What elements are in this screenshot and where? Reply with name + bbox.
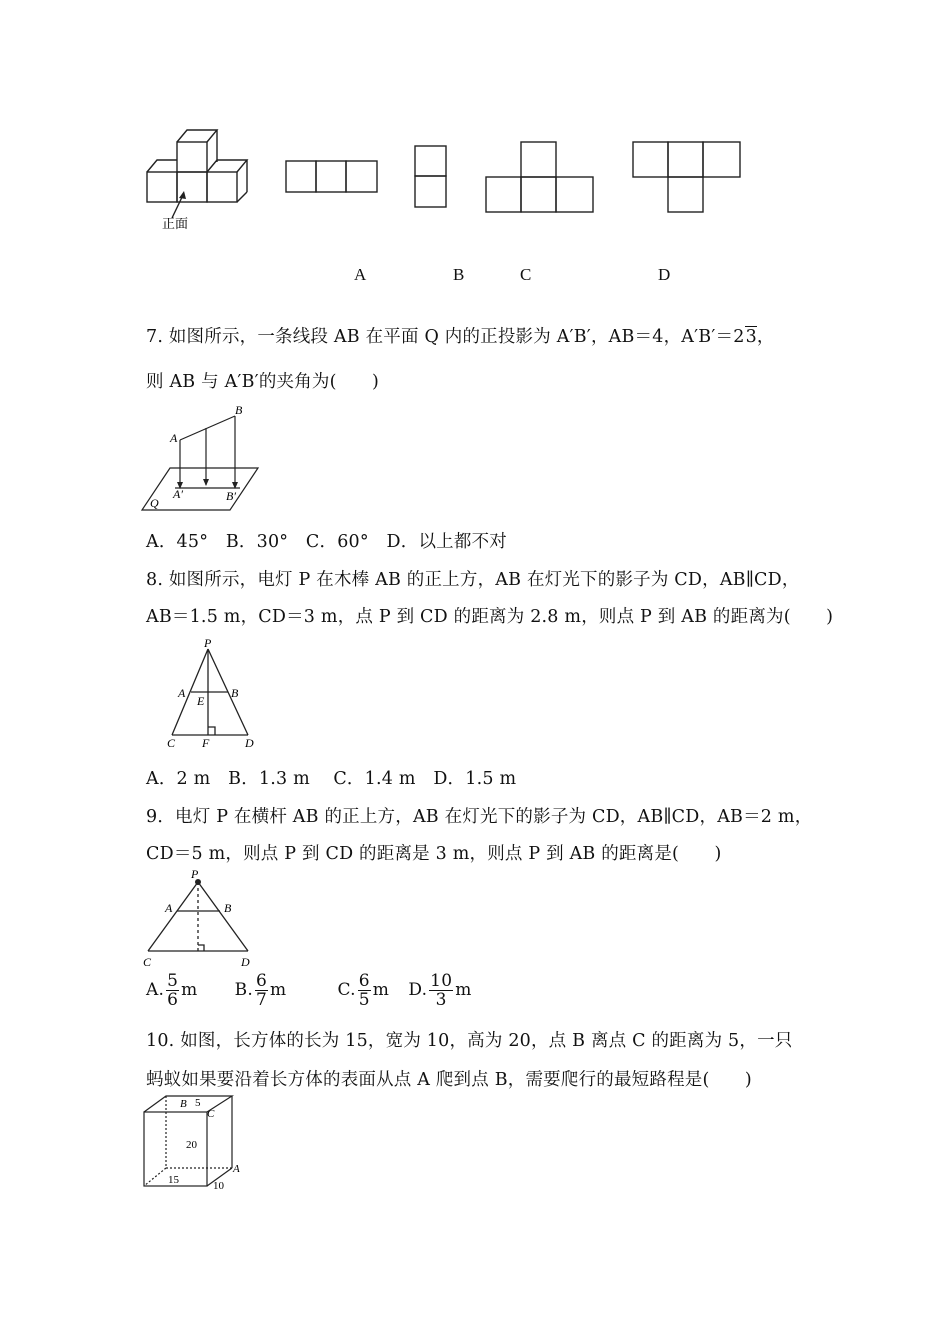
q7-options: A．45° B．30° C．60° D．以上都不对 — [146, 532, 507, 552]
q8-label-d: D — [245, 736, 254, 750]
q8-figure — [160, 637, 270, 752]
q6-label-d: D — [658, 265, 671, 284]
q7-label-b: B — [235, 403, 243, 417]
q8-label-a: A — [178, 686, 186, 700]
q9-option-c: C. $\frac{6}{5}$ m — [337, 971, 390, 1010]
q10-figure — [140, 1092, 255, 1197]
q7-text-line2: 则 AB 与 A′B′的夹角为( ) — [146, 372, 380, 392]
q8-label-b: B — [231, 686, 239, 700]
q6-figure-solid — [140, 125, 255, 235]
q9-option-a: A. $\frac{5}{6}$ m — [146, 971, 198, 1010]
q7-label-b-prime: B′ — [226, 489, 236, 503]
q10-label-5: 5 — [195, 1097, 201, 1109]
q9-figure — [140, 866, 255, 971]
q10-text-line1: 10. 如图，长方体的长为 15，宽为 10，高为 20，点 B 离点 C 的距离为 5，一只 — [146, 1031, 793, 1051]
q7-label-a-prime: A′ — [173, 487, 183, 501]
q8-label-f: F — [202, 736, 210, 750]
q10-label-c: C — [207, 1108, 215, 1120]
q9-label-d: D — [241, 955, 250, 969]
q10-label-a: A — [233, 1163, 240, 1175]
q9-label-c: C — [143, 955, 152, 969]
q8-label-p: P — [204, 636, 212, 650]
q7-label-a: A — [170, 431, 178, 445]
q9-label-b: B — [224, 901, 232, 915]
q9-label-p: P — [191, 867, 199, 881]
q6-option-c-figure — [484, 140, 596, 215]
q6-label-b: B — [453, 265, 465, 284]
q9-text-line2: CD＝5 m，则点 P 到 CD 的距离是 3 m，则点 P 到 AB 的距离是( ) — [146, 844, 722, 864]
q7-text-line1: 7. 如图所示，一条线段 AB 在平面 Q 内的正投影为 A′B′，AB＝4，A′B′＝23， — [146, 327, 775, 347]
q8-text-line2: AB＝1.5 m，CD＝3 m，点 P 到 CD 的距离为 2.8 m，则点 P 到 AB 的距离为( ) — [146, 607, 834, 627]
q6-option-a-figure — [285, 160, 380, 194]
q6-front-label: 正面 — [162, 216, 189, 231]
q6-option-d-figure — [631, 140, 743, 215]
q7-figure — [140, 400, 265, 515]
q10-label-15: 15 — [168, 1174, 179, 1186]
q10-label-20: 20 — [186, 1139, 197, 1151]
q6-option-b-figure — [414, 145, 448, 209]
q9-label-a: A — [165, 901, 173, 915]
q7-label-q: Q — [150, 496, 159, 510]
q8-options: A．2 m B．1.3 m C．1.4 m D．1.5 m — [146, 769, 517, 789]
q9-option-b: B. $\frac{6}{7}$ m — [234, 971, 287, 1010]
q9-text-line1: 9．电灯 P 在横杆 AB 的正上方，AB 在灯光下的影子为 CD，AB∥CD，AB＝2 m， — [146, 807, 813, 827]
q8-label-e: E — [197, 694, 205, 708]
q8-text-line1: 8. 如图所示，电灯 P 在木棒 AB 的正上方，AB 在灯光下的影子为 CD，AB∥CD， — [146, 570, 800, 590]
q9-option-d: D. $\frac{10}{3}$ m — [408, 971, 472, 1010]
q6-label-a: A — [354, 265, 367, 284]
q10-label-10: 10 — [213, 1180, 224, 1192]
q10-text-line2: 蚂蚁如果要沿着长方体的表面从点 A 爬到点 B，需要爬行的最短路程是( ) — [146, 1070, 752, 1090]
q7-sqrt: 3 — [745, 327, 757, 347]
q6-label-c: C — [520, 265, 532, 284]
q8-label-c: C — [167, 736, 176, 750]
q10-label-b: B — [180, 1098, 187, 1110]
q9-options — [146, 972, 472, 1009]
